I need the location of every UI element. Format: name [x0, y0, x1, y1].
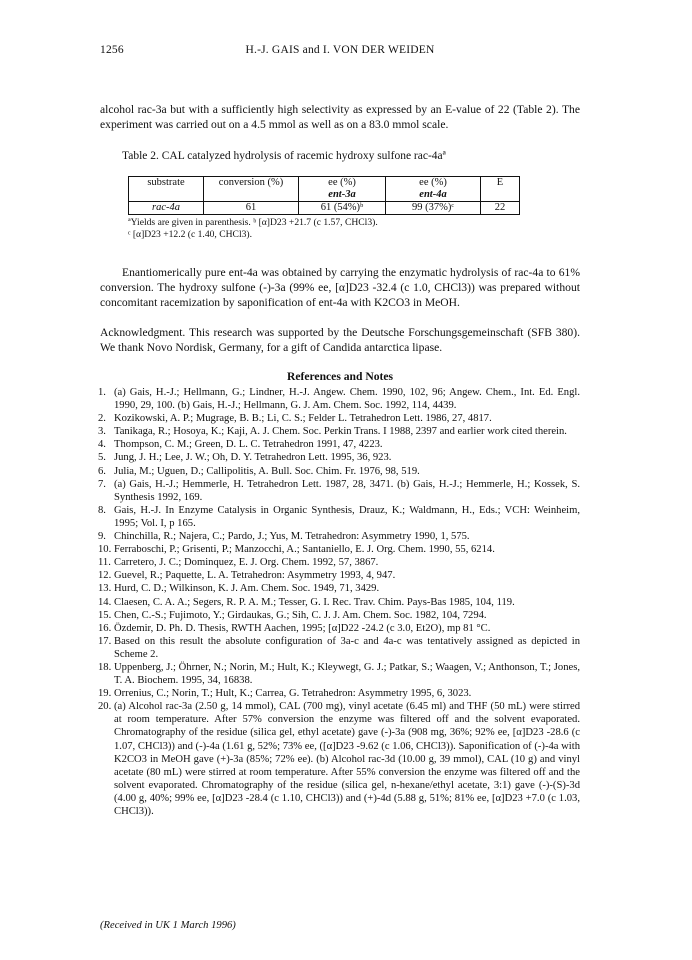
reference-text: Özdemir, D. Ph. D. Thesis, RWTH Aachen, 1995; [α]D22 -24.2 (c 3.0, Et2O), mp 81 °C.	[114, 622, 491, 634]
table-row	[129, 202, 520, 215]
reference-number: 16.	[98, 622, 112, 634]
table-cell: 61	[204, 202, 299, 215]
reference-number: 20.	[98, 701, 112, 713]
reference-item	[100, 700, 580, 818]
reference-text: (a) Gais, H.-J.; Hellmann, G.; Lindner, H.-J. Angew. Chem. 1990, 102, 96; Angew. Chem., Int. Ed. Engl. 1990, 29, 100. (b) Gais, H.-J.; Hellmann, G. J. Am. Chem. Soc. 1992, 114, 4439.	[114, 387, 580, 412]
table-header-cell: ee (%)	[299, 177, 386, 190]
acknowledgment: Acknowledgment. This research was supported by the Deutsche Forschungsgemeinschaft (SFB 380). We thank Novo Nordisk, Germany, for a gift of Candida antarctica lipase.	[100, 326, 580, 354]
reference-item	[100, 425, 580, 438]
reference-number: 14.	[98, 596, 112, 608]
reference-number: 17.	[98, 635, 112, 647]
reference-number: 8.	[98, 504, 106, 516]
reference-number: 7.	[98, 478, 106, 490]
running-head: H.-J. GAIS and I. VON DER WEIDEN	[245, 44, 435, 56]
results-table	[128, 176, 520, 215]
table-header-row	[129, 177, 520, 190]
reference-item	[100, 596, 580, 609]
reference-number: 13.	[98, 583, 112, 595]
reference-item	[100, 609, 580, 622]
table-caption: Table 2. CAL catalyzed hydrolysis of racemic hydroxy sulfone rac-4aª	[122, 150, 446, 162]
reference-text: Hurd, C. D.; Wilkinson, K. J. Am. Chem. Soc. 1949, 71, 3429.	[114, 583, 380, 595]
reference-item	[100, 687, 580, 700]
reference-text: Claesen, C. A. A.; Segers, R. P. A. M.; Tesser, G. I. Rec. Trav. Chim. Pays-Bas 1985, 104, 119.	[114, 596, 515, 608]
reference-text: (a) Gais, H.-J.; Hemmerle, H. Tetrahedron Lett. 1987, 28, 3471. (b) Gais, H.-J.; Hemmerle, H.; Kossek, S. Synthesis 1992, 169.	[114, 478, 580, 503]
reference-text: Tanikaga, R.; Hosoya, K.; Kaji, A. J. Chem. Soc. Perkin Trans. I 1988, 2397 and earlier work cited therein.	[114, 426, 567, 438]
reference-text: Thompson, C. M.; Green, D. L. C. Tetrahedron 1991, 47, 4223.	[114, 439, 383, 451]
table-cell: 99 (37%)ᶜ	[386, 202, 481, 215]
reference-item	[100, 504, 580, 530]
reference-text: Gais, H.-J. In Enzyme Catalysis in Organic Synthesis, Drauz, K.; Waldmann, H., Eds.; VCH: Weinheim, 1995; Vol. I, p 165.	[114, 504, 580, 529]
page-number: 1256	[100, 44, 124, 56]
reference-text: Julia, M.; Uguen, D.; Callipolitis, A. Bull. Soc. Chim. Fr. 1976, 98, 519.	[114, 465, 420, 477]
reference-item	[100, 478, 580, 504]
table-subheader-cell: ent-3a	[299, 189, 386, 202]
paragraph-results: Enantiomerically pure ent-4a was obtained by carrying the enzymatic hydrolysis of rac-4a to 61% conversion. The hydroxy sulfone (-)-3a (99% ee, [α]D23 -32.4 (c 1.0, CHCl3)) was prepared without concomitant racemization by saponification of ent-4a with K2CO3 in MeOH.	[100, 266, 580, 309]
reference-text: Based on this result the absolute configuration of 3a-c and 4a-c was tentatively assigned as depicted in Scheme 2.	[114, 635, 580, 660]
table-subheader-cell: ent-4a	[386, 189, 481, 202]
reference-text: Jung, J. H.; Lee, J. W.; Oh, D. Y. Tetrahedron Lett. 1995, 36, 923.	[114, 452, 392, 464]
table-footnote: ᶜ [α]D23 +12.2 (c 1.40, CHCl3).	[128, 229, 253, 240]
reference-text: Chen, C.-S.; Fujimoto, Y.; Girdaukas, G.; Sih, C. J. J. Am. Chem. Soc. 1982, 104, 7294.	[114, 609, 487, 621]
reference-number: 1.	[98, 387, 106, 398]
reference-text: Uppenberg, J.; Öhrner, N.; Norin, M.; Hult, K.; Kleywegt, G. J.; Patkar, S.; Waagen, V.; Anthonson, T.; Jones, T. A. Biochem. 1995, 34, 16838.	[114, 661, 580, 687]
reference-number: 3.	[98, 426, 106, 438]
reference-item	[100, 556, 580, 569]
table-header-cell: substrate	[129, 177, 204, 190]
reference-text: Orrenius, C.; Norin, T.; Hult, K.; Carrea, G. Tetrahedron: Asymmetry 1995, 6, 3023.	[114, 688, 472, 700]
reference-item	[100, 386, 580, 412]
reference-number: 12.	[98, 570, 112, 582]
received-note: (Received in UK 1 March 1996)	[100, 920, 236, 931]
reference-item	[100, 530, 580, 543]
reference-text: Ferraboschi, P.; Grisenti, P.; Manzocchi, A.; Santaniello, E. J. Org. Chem. 1990, 55, 6214.	[114, 544, 495, 556]
table-cell: 22	[481, 202, 520, 215]
table-subheader-cell	[129, 189, 204, 202]
table-footnote: ªYields are given in parenthesis. ᵇ [α]D23 +21.7 (c 1.57, CHCl3).	[128, 217, 378, 228]
reference-item	[100, 569, 580, 582]
table-subheader-cell	[204, 189, 299, 202]
reference-number: 15.	[98, 609, 112, 621]
table-header-cell: ee (%)	[386, 177, 481, 190]
reference-number: 9.	[98, 531, 106, 543]
reference-item	[100, 465, 580, 478]
reference-number: 4.	[98, 439, 106, 451]
references-list	[100, 386, 580, 818]
table-header-cell: conversion (%)	[204, 177, 299, 190]
reference-text: Guevel, R.; Paquette, L. A. Tetrahedron: Asymmetry 1993, 4, 947.	[114, 570, 396, 582]
reference-text: (a) Alcohol rac-3a (2.50 g, 14 mmol), CAL (700 mg), vinyl acetate (6.45 ml) and THF (50 mL) were stirred at room temperature. After 57% conversion the enzyme was filtered off and the solvent evaporated. Chromatography of the residue (silica gel, ethyl acetate) gave (-)-3a (908 mg, 36%; 92% ee, [α]D23 -28.6 (c 1.07, CHCl3)) and (-)-4a (1.61 g, 52%; 73% ee, ([α]D23 -9.62 (c 1.06, CHCl3)). Saponification of (-)-4a with K2CO3 in MeOH gave (+)-3a (85%; 72% ee). (b) Alcohol rac-3d (10.00 g, 39 mmol), CAL (10 g) and vinyl acetate (80 mL) were stirred at room temperature. After 55% conversion the enzyme was filtered off and the solvent evaporated. Chromatography of the residue (silica gel, n-hexane/ethyl acetate, 3:1) gave (-)-(S)-3d (4.00 g, 40%; 99% ee, [α]D23 -28.4 (c 1.10, CHCl3)) and (+)-4d (5.88 g, 51%; 81% ee, [α]D23 +7.0 (c 1.03, CHCl3)).	[114, 701, 580, 817]
reference-text: Kozikowski, A. P.; Mugrage, B. B.; Li, C. S.; Felder L. Tetrahedron Lett. 1986, 27, 4817.	[114, 413, 492, 425]
reference-item	[100, 438, 580, 451]
references-title: References and Notes	[286, 370, 394, 383]
reference-number: 5.	[98, 452, 106, 464]
table-header-cell: E	[481, 177, 520, 190]
reference-number: 19.	[98, 688, 112, 700]
reference-item	[100, 622, 580, 635]
reference-number: 10.	[98, 544, 112, 556]
reference-number: 11.	[98, 557, 111, 569]
reference-number: 2.	[98, 413, 106, 425]
reference-item	[100, 635, 580, 661]
table-cell: rac-4a	[129, 202, 204, 215]
paragraph-intro: alcohol rac-3a but with a sufficiently high selectivity as expressed by an E-value of 22 (Table 2). The experiment was carried out on a 4.5 mmol as well as on a 83.0 mmol scale.	[100, 103, 580, 131]
table-cell: 61 (54%)ᵇ	[299, 202, 386, 215]
table-subheader-row	[129, 189, 520, 202]
reference-item	[100, 582, 580, 595]
reference-item	[100, 661, 580, 687]
reference-number: 18.	[98, 661, 112, 673]
reference-item	[100, 412, 580, 425]
reference-number: 6.	[98, 465, 106, 477]
table-subheader-cell	[481, 189, 520, 202]
reference-text: Chinchilla, R.; Najera, C.; Pardo, J.; Yus, M. Tetrahedron: Asymmetry 1990, 1, 575.	[114, 531, 470, 543]
reference-item	[100, 451, 580, 464]
reference-item	[100, 543, 580, 556]
reference-text: Carretero, J. C.; Dominquez, E. J. Org. Chem. 1992, 57, 3867.	[114, 557, 379, 569]
